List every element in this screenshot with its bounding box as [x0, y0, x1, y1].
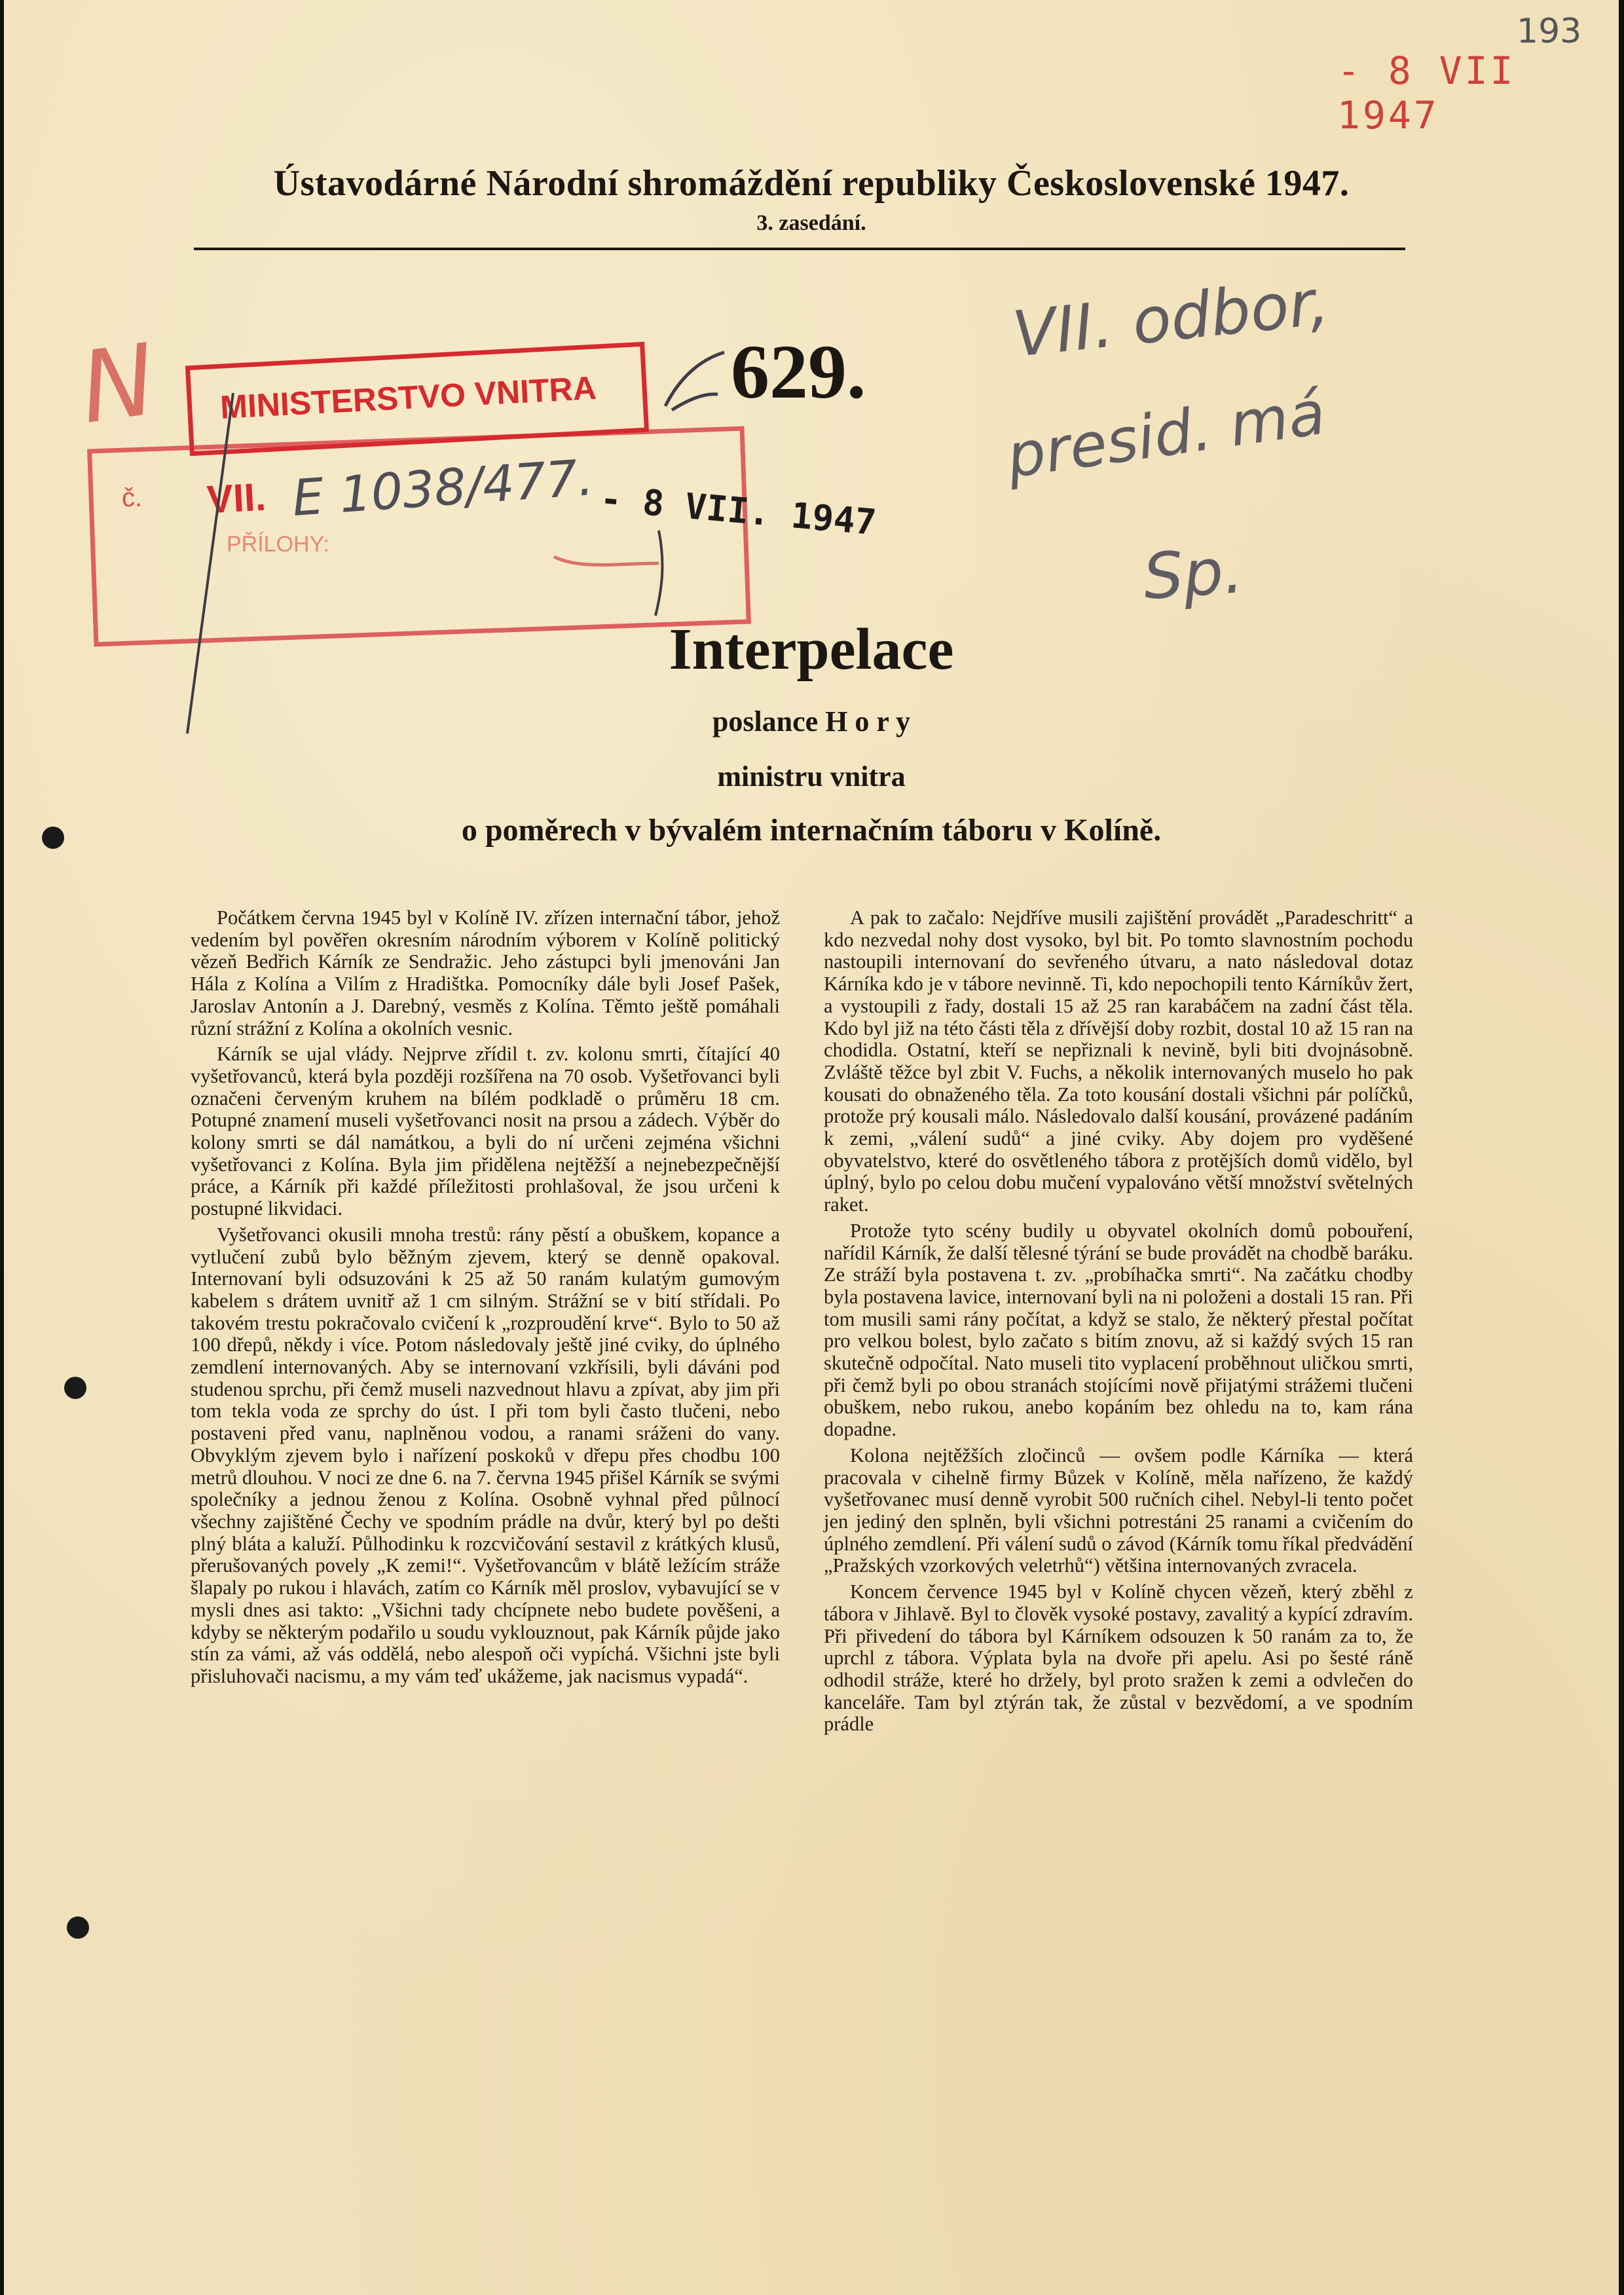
body-paragraph: Počátkem června 1945 byl v Kolíně IV. zřízen internační tábor, jehož vedením byl pověřen okresním národním výborem v Kolíně politický vězeň Bedřich Kárník ze Sendražic. Jeho zástupci byli jmenováni Jan Hála z Kolína a Vilím z Hradištka. Pomocníky dále byli Josef Pašek, Jaroslav Antonín a J. Darebný, vesměs z Kolína. Těmto ještě pomáhali různí strážní z Kolína a okolních vesnic.	[191, 906, 780, 1039]
document-title: Interpelace	[669, 617, 954, 682]
punch-hole-bottom	[67, 1916, 89, 1939]
margin-mark-n: N	[73, 323, 162, 446]
body-paragraph: Kárník se ujal vlády. Nejprve zřídil t. zv. kolonu smrti, čítající 40 vyšetřovanců, která byla později rozšířena na 70 osob. Vyšetřovanci byli označeni červeným kruhem na bílém podkladě o průměru 18 cm. Potupné znamení museli vyšetřovanci nosit na prsou a zádech. Výběr do kolony smrti se dál namátkou, a byli do ní určeni zejména všichni vyšetřovanci z Kolína. Byla jim přidělena nejtěžší a nejnebezpečnější práce, a Kárník při každé příležitosti prohlašoval, že jsou určeni k postupné likvidaci.	[191, 1043, 780, 1220]
pencil-note-line1: VII. odbor,	[1009, 265, 1333, 371]
document-page	[4, 0, 1619, 2295]
body-column-right	[824, 907, 1413, 1740]
stamp-bottom-label: PŘÍLOHY:	[227, 532, 329, 557]
date-stamp-top: - 8 VII 1947	[1337, 48, 1516, 138]
pencil-check-icon	[652, 347, 731, 419]
page-number-mark: 193	[1517, 12, 1582, 51]
title-ministru: ministru vnitra	[717, 760, 906, 793]
stamp-signature-stroke	[161, 367, 750, 760]
header-rule	[194, 248, 1405, 250]
body-paragraph: Koncem července 1945 byl v Kolíně chycen vězeň, který zběhl z tábora v Jihlavě. Byl to člověk vysoké postavy, zavalitý a kypící zdravím. Při přivedení do tábora byl Kárníkem odsouzen k 50 ranám za to, že uprchl z tábora. Výplata byla na dvoře při apelu. Asi po šesté ráně odhodil stráže, které ho držely, byl proto sražen k zemi a odvlečen do kanceláře. Tam byl ztýrán tak, že zůstal v bezvědomí, a ve spodním prádle	[824, 1580, 1413, 1736]
body-column-left	[191, 907, 780, 1692]
pencil-note-line2: presid. má	[1002, 377, 1330, 492]
stamp-section: VII.	[206, 474, 267, 522]
title-poslance: poslance H o r y	[712, 705, 911, 737]
title-subject: o poměrech v bývalém internačním táboru v Kolíně.	[461, 813, 1162, 848]
body-paragraph: Vyšetřovanci okusili mnoha trestů: rány pěstí a obuškem, kopance a vytlučení zubů bylo běžným zjevem, který se denně opakoval. Internovaní byli odsuzováni k 25 až 50 ranám kulatým gumovým kabelem s drátem uvnitř až 1 cm silným. Strážní se v bití střídali. Po takovém trestu pokračovalo cvičení k „rozproudění krve“. Bylo to 50 až 100 dřepů, někdy i více. Potom následovaly ještě jiné cviky, do úplného zemdlení internovaných. Aby se internovaní vzkřísili, byli dáváni pod studenou sprchu, při čemž museli nazvednout hlavu a zpívat, aby jim při tom tekla voda ze sprchy do úst. I při tom byli často tlučeni, nebo postaveni před vanu, naplněnou vodou, a ranami sráženi do vany. Obvyklým zjevem bylo i nařízení poskoků v dřepu přes chodbu 100 metrů dlouhou. V noci ze dne 6. na 7. června 1945 přišel Kárník se svými společníky a jednou ženou z Kolína. Osobně vyhnal před půlnocí všechny zajištěné Čechy ve spodním prádle na dvůr, který byl po dešti plný bláta a kaluží. Půlhodinku k rozcvičování sestavil z krátkých klusů, přerušovaných povely „K zemi!“. Vyšetřovancům v blátě ležícím stráže šlapaly po rukou i hlavách, zatím co Kárník měl proslov, vybavující se v mysli dnes asi takto: „Všichni tady chcípnete nebo budete pověšeni, a kdyby se některým podařilo u soudu vyklouznout, pak Kárník půjde jako stín za vámi, až vás oddělá, nebo alespoň oči vypíchá. Všichni jste byli přisluhovači nacismu, a my vám teď ukážeme, jak nacismus vypadá“.	[191, 1223, 780, 1687]
body-paragraph: Protože tyto scény budily u obyvatel okolních domů pobouření, nařídil Kárník, že další tělesné týrání se bude provádět na chodbě baráku. Ze stráží byla postavena t. zv. „probíhačka smrti“. Na začátku chodby byla postavena lavice, internovaní byli na ni položeni a dostali 15 ran. Při tom musili sami rány počítat, a když se stalo, že některý přestal počítat pro velkou bolest, bylo začato s bitím znovu, až si každý svých 15 ran skutečně odpočítal. Nato museli tito vyplacení proběhnout uličkou smrti, při čemž byli po obou stranách stojícími nově přijatými strážemi tlučeni obuškem, nebo rukou, anebo kopáním bez ohledu na to, kam rána dopadne.	[824, 1219, 1413, 1441]
header-title: Ústavodárné Národní shromáždění republiky Československé 1947.	[273, 163, 1350, 204]
print-number: 629.	[731, 329, 866, 415]
stamp-date: - 8 VII. 1947	[599, 477, 878, 544]
stamp-office: MINISTERSTVO VNITRA	[219, 369, 598, 426]
punch-hole-middle	[64, 1377, 86, 1399]
body-paragraph: Kolona nejtěžších zločinců — ovšem podle Kárníka — která pracovala v cihelně firmy Bůzek v Kolíně, měla nařízeno, že každý vyšetřovanec musí denně vyrobit 500 ručních cihel. Nebyl-li tento počet jen jediný den splněn, byli všichni potrestáni 25 ranami a cvičením do úplného zemdlení. Při válení sudů o závod (Kárník tomu říkal předvádění „Pražských vzorkových veletrhů“) většina internovaných zvracela.	[824, 1444, 1413, 1577]
stamp-label-c: č.	[122, 483, 143, 512]
body-paragraph: A pak to začalo: Nejdříve musili zajištění provádět „Paradeschritt“ a kdo nezvedal nohy dost vysoko, byl bit. Po tomto slavnostním pochodu nastoupili internovaní do sevřeného útvaru, a nato následoval dotaz Kárníka kdo je v tábore nevinně. Ti, kdo nepochopili tento Kárníkův žert, a vystoupili z řady, dostali 15 až 25 ran karabáčem na zadní část těla. Kdo byl již na této části těla z dřívější doby rozbit, dostal 10 až 15 ran na chodidla. Ostatní, kteří se nepřiznali k nevině, byli biti dvojnásobně. Zvláště těžce byl zbit V. Fuchs, a několik internovaných muselo ho pak kousati do obnaženého těla. Za toto kousání dostali všichni pár políčků, protože prý kousali málo. Následovalo další kousání, provázené padáním k zemi, „válení sudů“ a jiné cviky. Aby dojem pro vyděšené obyvatelstvo, které do osvětleného tábora z protějších domů vidělo, byl úplný, bylo po celou dobu mučení vypalováno větší množství světelných raket.	[824, 906, 1413, 1216]
header-session: 3. zasedání.	[756, 211, 866, 235]
stamp-handwritten-ref: E 1038/477.	[290, 448, 595, 527]
pencil-note-line3: Sp.	[1141, 533, 1246, 614]
